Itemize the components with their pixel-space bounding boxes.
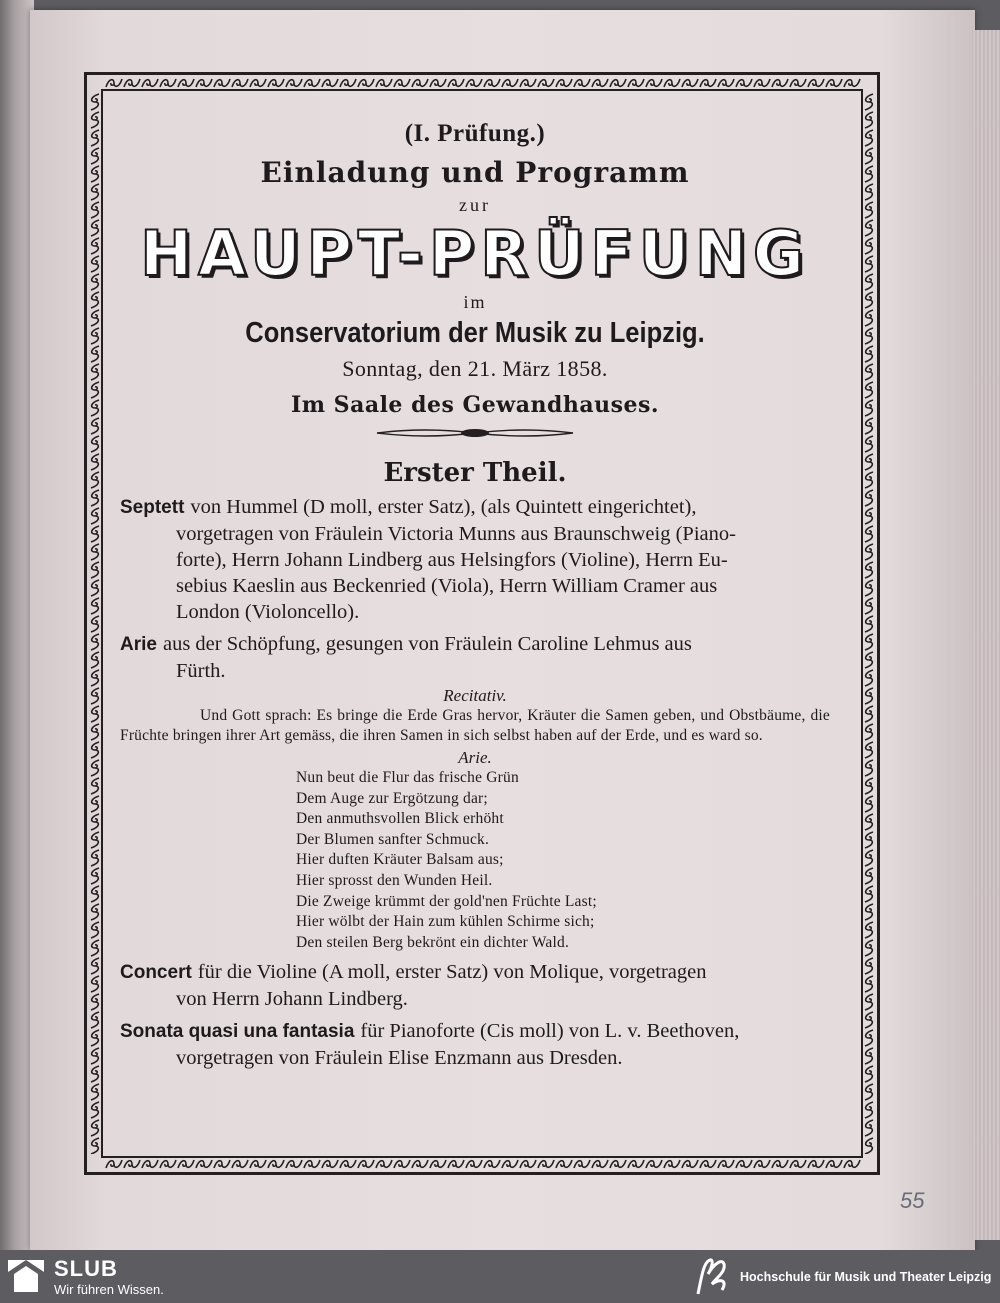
item-line: sebius Kaeslin aus Beckenried (Viola), Herrn William Cramer aus	[176, 575, 718, 597]
venue: Im Saale des Gewandhauses.	[290, 392, 660, 418]
footer-bar	[0, 1250, 1000, 1301]
verse-line: Der Blumen sanfter Schmuck.	[296, 830, 490, 848]
aria-verses	[296, 768, 830, 953]
verse-line: Hier duften Kräuter Balsam aus;	[296, 851, 504, 869]
ornamental-divider	[375, 426, 575, 440]
program-item-septett	[120, 494, 830, 625]
institution-name: Conservatorium der Musik zu Leipzig.	[245, 317, 705, 349]
program-content	[120, 120, 830, 1071]
item-lead: Septett	[120, 497, 185, 518]
zur-text: zur	[459, 195, 491, 215]
slub-logo-icon[interactable]	[6, 1258, 46, 1298]
program-item-arie	[120, 631, 830, 684]
page-stack-edge	[972, 30, 1000, 1240]
frame-ornament-top	[105, 77, 861, 89]
program-item-sonata	[120, 1018, 830, 1071]
item-line: London (Violoncello).	[176, 601, 360, 623]
book-spine-edge	[0, 0, 34, 1250]
hmt-name[interactable]: Hochschule für Musik und Theater Leipzig	[740, 1270, 992, 1284]
item-line: für die Violine (A moll, erster Satz) von Molique, vorgetragen	[197, 961, 707, 984]
slub-tagline: Wir führen Wissen.	[54, 1282, 164, 1297]
item-line: vorgetragen von Fräulein Victoria Munns aus Braunschweig (Piano-	[176, 523, 736, 545]
item-line: von Herrn Johann Lindberg.	[176, 988, 408, 1011]
item-line: Fürth.	[176, 660, 226, 682]
verse-line: Dem Auge zur Ergötzung dar;	[296, 789, 488, 807]
hmt-logo-icon[interactable]	[692, 1254, 732, 1298]
item-line: von Hummel (D moll, erster Satz), (als Quintett eingerichtet),	[190, 496, 697, 518]
event-date: Sonntag, den 21. März 1858.	[342, 356, 608, 381]
invitation-heading: Einladung und Programm	[260, 156, 690, 189]
item-line: für Pianoforte (Cis moll) von L. v. Beethoven,	[360, 1020, 740, 1043]
item-line: vorgetragen von Fräulein Elise Enzmann aus Dresden.	[176, 1047, 623, 1070]
frame-ornament-left	[89, 93, 101, 1154]
item-line: forte), Herrn Johann Lindberg aus Helsingfors (Violine), Herrn Eu-	[176, 549, 728, 571]
verse-line: Hier wölbt der Hain zum kühlen Schirme sich;	[296, 913, 595, 931]
item-lead: Concert	[120, 962, 192, 984]
recitativ-heading: Recitativ.	[443, 686, 507, 705]
recitativ-text: Und Gott sprach: Es bringe die Erde Gras hervor, Kräuter die Samen geben, und Obstbäume, die Früchte bringen ihrer Art gemäss, die ihren Samen in sich selbst haben auf der Erde, und es ward so.	[120, 707, 830, 744]
verse-line: Nun beut die Flur das frische Grün	[296, 769, 519, 786]
main-title: HAUPT-PRÜFUNG	[140, 217, 810, 290]
section-title: Erster Theil.	[383, 458, 567, 488]
slub-name[interactable]: SLUB	[54, 1256, 118, 1281]
verse-line: Die Zweige krümmt der gold'nen Früchte Last;	[296, 892, 597, 910]
exam-number: (I. Prüfung.)	[404, 120, 546, 147]
aria-heading: Arie.	[458, 748, 492, 767]
frame-ornament-bottom	[105, 1158, 861, 1170]
verse-line: Den steilen Berg bekrönt ein dichter Wald.	[296, 933, 570, 951]
item-lead: Sonata quasi una fantasia	[120, 1021, 355, 1043]
verse-line: Hier sprosst den Wunden Heil.	[296, 871, 493, 889]
program-item-concert	[120, 959, 830, 1012]
item-line: aus der Schöpfung, gesungen von Fräulein Caroline Lehmus aus	[162, 633, 692, 655]
item-lead: Arie	[120, 634, 157, 655]
page-number: 55	[900, 1188, 925, 1213]
verse-line: Den anmuthsvollen Blick erhöht	[296, 810, 504, 828]
frame-ornament-right	[863, 93, 875, 1154]
im-text: im	[463, 292, 487, 312]
